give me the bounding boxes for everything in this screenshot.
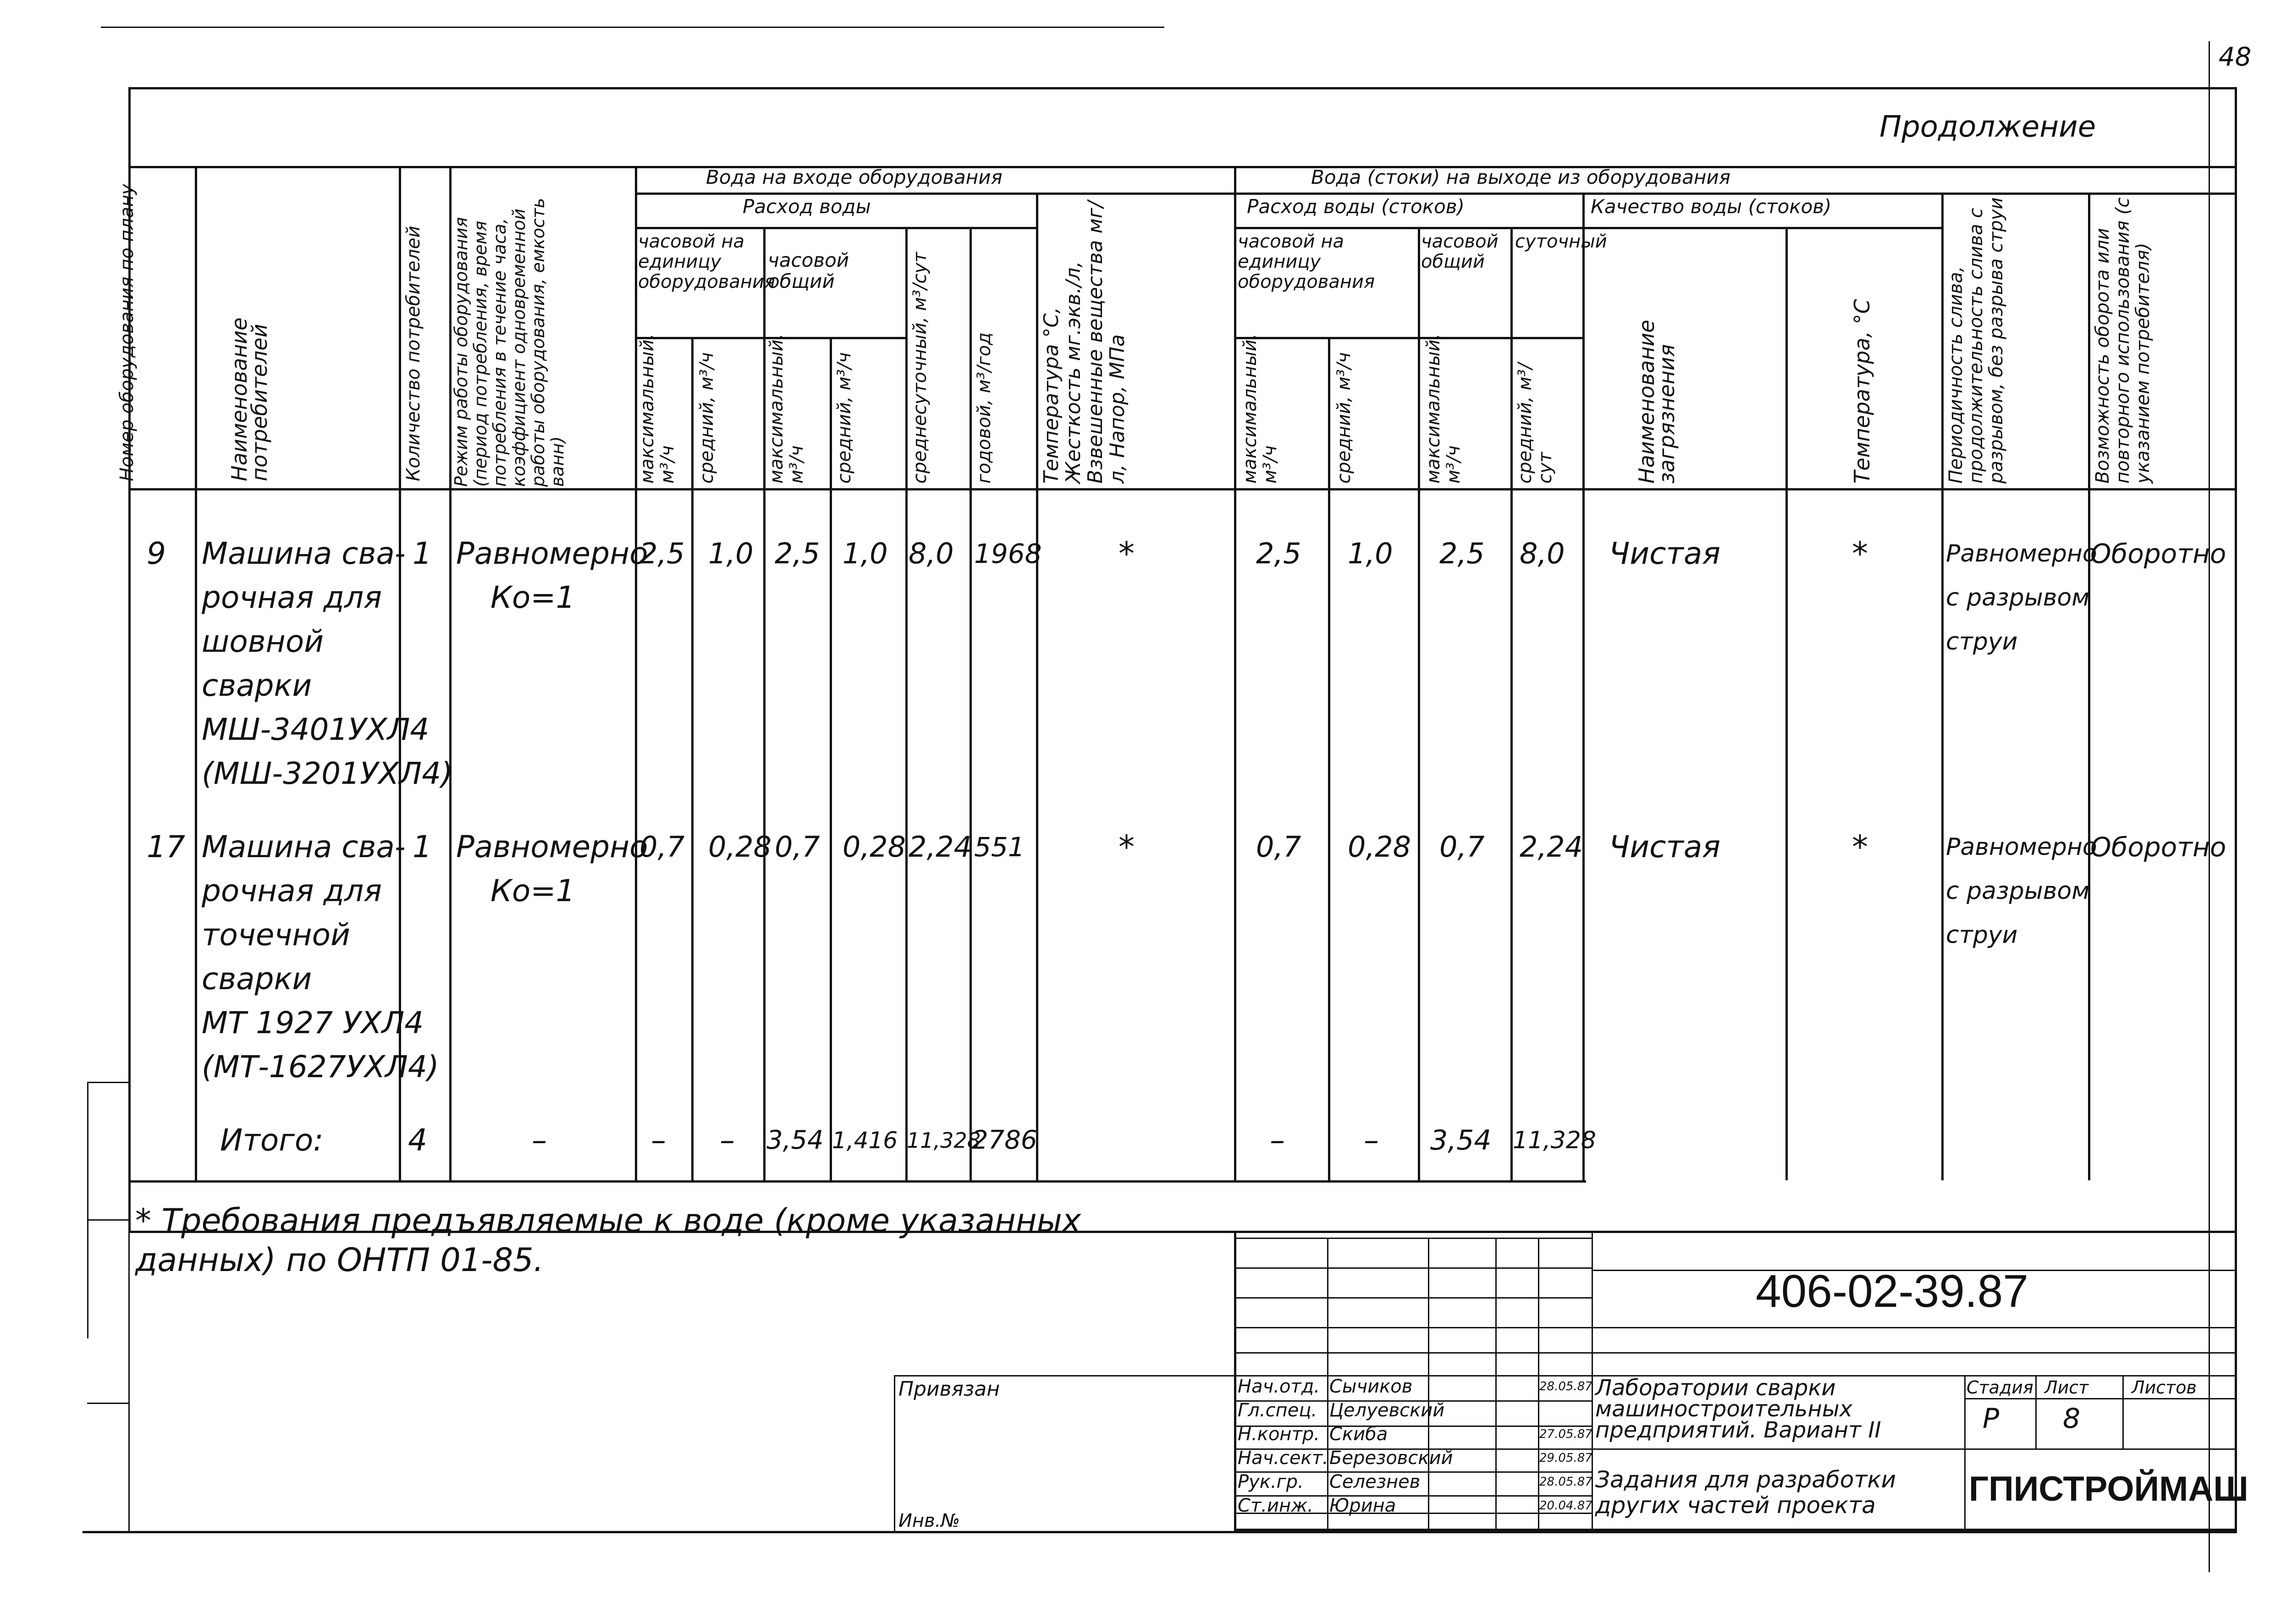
cell-name-line: Машина сва- bbox=[202, 536, 406, 571]
cell-in-quality: * bbox=[1118, 535, 1135, 573]
name-cell: Целуевский bbox=[1329, 1400, 1445, 1421]
cell-discharge-line: с разрывом bbox=[1946, 584, 2090, 611]
inlet-hourly-total-title: часовой общий bbox=[768, 249, 849, 292]
cell-count: 1 bbox=[413, 536, 432, 571]
cell-out-max: 0,7 bbox=[1256, 830, 1301, 864]
cell-in-max: 0,7 bbox=[639, 830, 685, 864]
inlet-group-title: Вода на входе оборудования bbox=[706, 166, 1003, 188]
role-cell: Нач.отд. bbox=[1238, 1376, 1320, 1397]
cell-mode-line: Ко=1 bbox=[490, 873, 575, 908]
total-out-tmax: 3,54 bbox=[1430, 1124, 1492, 1156]
cell-out-daily: 2,24 bbox=[1520, 830, 1583, 864]
outlet-hourly-unit-title: часовой на единицу оборудования bbox=[1238, 231, 1375, 292]
inv-label: Инв.№ bbox=[898, 1510, 960, 1531]
total-in-year: 2786 bbox=[972, 1125, 1037, 1155]
name-cell: Березовский bbox=[1329, 1448, 1453, 1469]
inlet-max-title: максимальный, м³/ч bbox=[637, 333, 678, 484]
footnote: * Требования предъявляемые к воде (кроме указанных данных) по ОНТП 01-85. bbox=[135, 1202, 1081, 1279]
cell-pollution: Чистая bbox=[1609, 536, 1721, 571]
org-name: ГПИСТРОЙМАШ bbox=[1969, 1470, 2248, 1508]
cell-name-line: сварки bbox=[202, 961, 312, 996]
cell-name-line: Машина сва- bbox=[202, 829, 406, 864]
cell-out-max: 2,5 bbox=[1256, 537, 1301, 570]
cell-out-avg: 1,0 bbox=[1348, 537, 1393, 570]
cell-in-avg: 1,0 bbox=[708, 537, 754, 570]
outlet-daily-title: суточный bbox=[1515, 231, 1607, 252]
pollution-title: Наименование загрязнения bbox=[1634, 319, 1679, 484]
total-out-avg: – bbox=[1364, 1123, 1379, 1158]
cell-in-year: 1968 bbox=[974, 538, 1042, 569]
sheet-number: 48 bbox=[2219, 42, 2252, 72]
outlet-hourly-total-title: часовой общий bbox=[1421, 231, 1499, 272]
name-cell: Скиба bbox=[1329, 1424, 1388, 1445]
date-cell: 20.04.87 bbox=[1539, 1499, 1592, 1513]
date-cell: 28.05.87 bbox=[1539, 1380, 1592, 1393]
total-count: 4 bbox=[408, 1123, 427, 1158]
cell-in-tavg: 1,0 bbox=[843, 537, 888, 570]
cell-out-tmax: 0,7 bbox=[1439, 830, 1485, 864]
cell-in-daily: 8,0 bbox=[909, 537, 954, 570]
col-work-mode: Режим работы оборудования (период потребления, время потребления в течение часа, коэффициент одновременной работы оборудования, емкость ванн) bbox=[451, 198, 567, 487]
role-cell: Ст.инж. bbox=[1238, 1495, 1313, 1516]
role-cell: Гл.спец. bbox=[1238, 1400, 1317, 1421]
cell-out-daily: 8,0 bbox=[1520, 537, 1565, 570]
continuation-label: Продолжение bbox=[1879, 110, 2096, 144]
inlet-yearly-title: годовой, м³/год bbox=[974, 332, 995, 484]
total-in-max: – bbox=[651, 1123, 666, 1158]
cell-discharge-line: Равномерно bbox=[1946, 833, 2097, 861]
cell-no: 17 bbox=[147, 829, 185, 864]
sheet-title: Задания для разработки других частей проекта bbox=[1595, 1466, 1896, 1519]
total-in-tavg: 1,416 bbox=[832, 1127, 898, 1154]
inlet-quality-title: Температура °С, Жесткость мг.экв./л, Взвешенные вещества мг/л, Напор, МПа bbox=[1040, 201, 1129, 484]
stage-label: Стадия bbox=[1967, 1377, 2033, 1398]
quality-group-title: Качество воды (стоков) bbox=[1591, 195, 1832, 218]
cell-temperature: * bbox=[1852, 828, 1868, 866]
total-label: Итого: bbox=[220, 1123, 324, 1158]
date-cell: 28.05.87 bbox=[1539, 1475, 1592, 1489]
total-in-avg: – bbox=[720, 1123, 735, 1158]
sheets-label: Листов bbox=[2132, 1377, 2197, 1398]
cell-out-tmax: 2,5 bbox=[1439, 537, 1485, 570]
cell-name-line: точечной bbox=[202, 917, 350, 952]
col-consumer-count: Количество потребителей bbox=[403, 226, 424, 481]
role-cell: Рук.гр. bbox=[1238, 1471, 1304, 1492]
name-cell: Сычиков bbox=[1329, 1376, 1413, 1397]
cell-in-tmax: 0,7 bbox=[775, 830, 820, 864]
cell-in-daily: 2,24 bbox=[909, 830, 972, 864]
cell-out-avg: 0,28 bbox=[1348, 830, 1411, 864]
reuse-title: Возможность оборота или повторного использования (с указанием потребителя) bbox=[2092, 197, 2154, 484]
cell-discharge-line: струи bbox=[1946, 921, 2018, 949]
inlet-avg-title: средний, м³/ч bbox=[696, 352, 717, 484]
cell-name-line: шовной bbox=[202, 624, 324, 659]
total-out-daily: 11,328 bbox=[1513, 1127, 1596, 1154]
cell-mode-line: Ко=1 bbox=[490, 580, 575, 615]
cell-name-line: МТ 1927 УХЛ4 bbox=[202, 1005, 424, 1040]
outlet-total-max-title: максимальный, м³/ч bbox=[1423, 333, 1464, 484]
role-cell: Нач.сект. bbox=[1238, 1448, 1328, 1469]
total-in-daily: 11,328 bbox=[907, 1128, 981, 1153]
cell-name-line: МШ-3401УХЛ4 bbox=[202, 712, 430, 747]
cell-discharge-line: Равномерно bbox=[1946, 540, 2097, 567]
total-out-max: – bbox=[1270, 1123, 1285, 1158]
name-cell: Селезнев bbox=[1329, 1471, 1421, 1492]
inlet-total-avg-title: средний, м³/ч bbox=[834, 352, 855, 484]
name-cell: Юрина bbox=[1329, 1495, 1396, 1516]
cell-no: 9 bbox=[147, 536, 166, 571]
discharge-title: Периодичность слива, продолжительность слива с разрывом, без разрыва струи bbox=[1945, 197, 2007, 484]
col-equipment-no: Номер оборудования по плану bbox=[116, 184, 138, 481]
outlet-flow-title: Расход воды (стоков) bbox=[1247, 195, 1465, 218]
cell-reuse: Оборотно bbox=[2090, 831, 2226, 863]
cell-in-max: 2,5 bbox=[639, 537, 685, 570]
cell-in-tavg: 0,28 bbox=[843, 830, 906, 864]
sheet-label: Лист bbox=[2044, 1377, 2089, 1398]
cell-name-line: рочная для bbox=[202, 580, 382, 615]
role-cell: Н.контр. bbox=[1238, 1424, 1320, 1445]
cell-temperature: * bbox=[1852, 535, 1868, 573]
cell-in-year: 551 bbox=[974, 831, 1025, 863]
cell-discharge-line: струи bbox=[1946, 628, 2018, 655]
cell-count: 1 bbox=[413, 829, 432, 864]
inlet-hourly-unit-title: часовой на единицу оборудования bbox=[638, 231, 776, 292]
sheet-value: 8 bbox=[2063, 1403, 2081, 1435]
inlet-total-max-title: максимальный, м³/ч bbox=[766, 333, 807, 484]
cell-mode-line: Равномерно bbox=[456, 829, 648, 864]
top-rule bbox=[101, 27, 1164, 28]
cell-name-line: (МШ-3201УХЛ4) bbox=[202, 756, 453, 791]
outlet-daily-avg-title: средний, м³/сут bbox=[1515, 363, 1556, 484]
cell-discharge-line: с разрывом bbox=[1946, 877, 2090, 905]
outlet-avg-title: средний, м³/ч bbox=[1333, 352, 1355, 484]
col-consumer-name: Наименование потребителей bbox=[227, 317, 272, 481]
total-in-tmax: 3,54 bbox=[766, 1125, 824, 1155]
cell-in-tmax: 2,5 bbox=[775, 537, 820, 570]
inlet-daily-title: среднесуточный, м³/сут bbox=[909, 252, 931, 484]
outlet-max-title: максимальный, м³/ч bbox=[1240, 333, 1281, 484]
temperature-title: Температура, °С bbox=[1850, 299, 1874, 484]
cell-name-line: сварки bbox=[202, 668, 312, 703]
date-cell: 29.05.87 bbox=[1539, 1451, 1592, 1465]
cell-in-quality: * bbox=[1118, 828, 1135, 866]
cell-pollution: Чистая bbox=[1609, 829, 1721, 864]
total-mode: – bbox=[532, 1123, 547, 1158]
project-title: Лаборатории сварки машиностроительных предприятий. Вариант II bbox=[1595, 1375, 1881, 1443]
cell-in-avg: 0,28 bbox=[708, 830, 772, 864]
doc-code: 406-02-39.87 bbox=[1756, 1266, 2028, 1317]
cell-mode-line: Равномерно bbox=[456, 536, 648, 571]
date-cell: 27.05.87 bbox=[1539, 1427, 1592, 1441]
outlet-group-title: Вода (стоки) на выходе из оборудования bbox=[1311, 166, 1730, 188]
cell-name-line: рочная для bbox=[202, 873, 382, 908]
cell-reuse: Оборотно bbox=[2090, 538, 2226, 569]
inlet-flow-title: Расход воды bbox=[743, 195, 871, 218]
bound-label: Привязан bbox=[898, 1377, 1000, 1401]
cell-name-line: (МТ-1627УХЛ4) bbox=[202, 1049, 439, 1085]
stage-value: Р bbox=[1983, 1403, 2000, 1435]
